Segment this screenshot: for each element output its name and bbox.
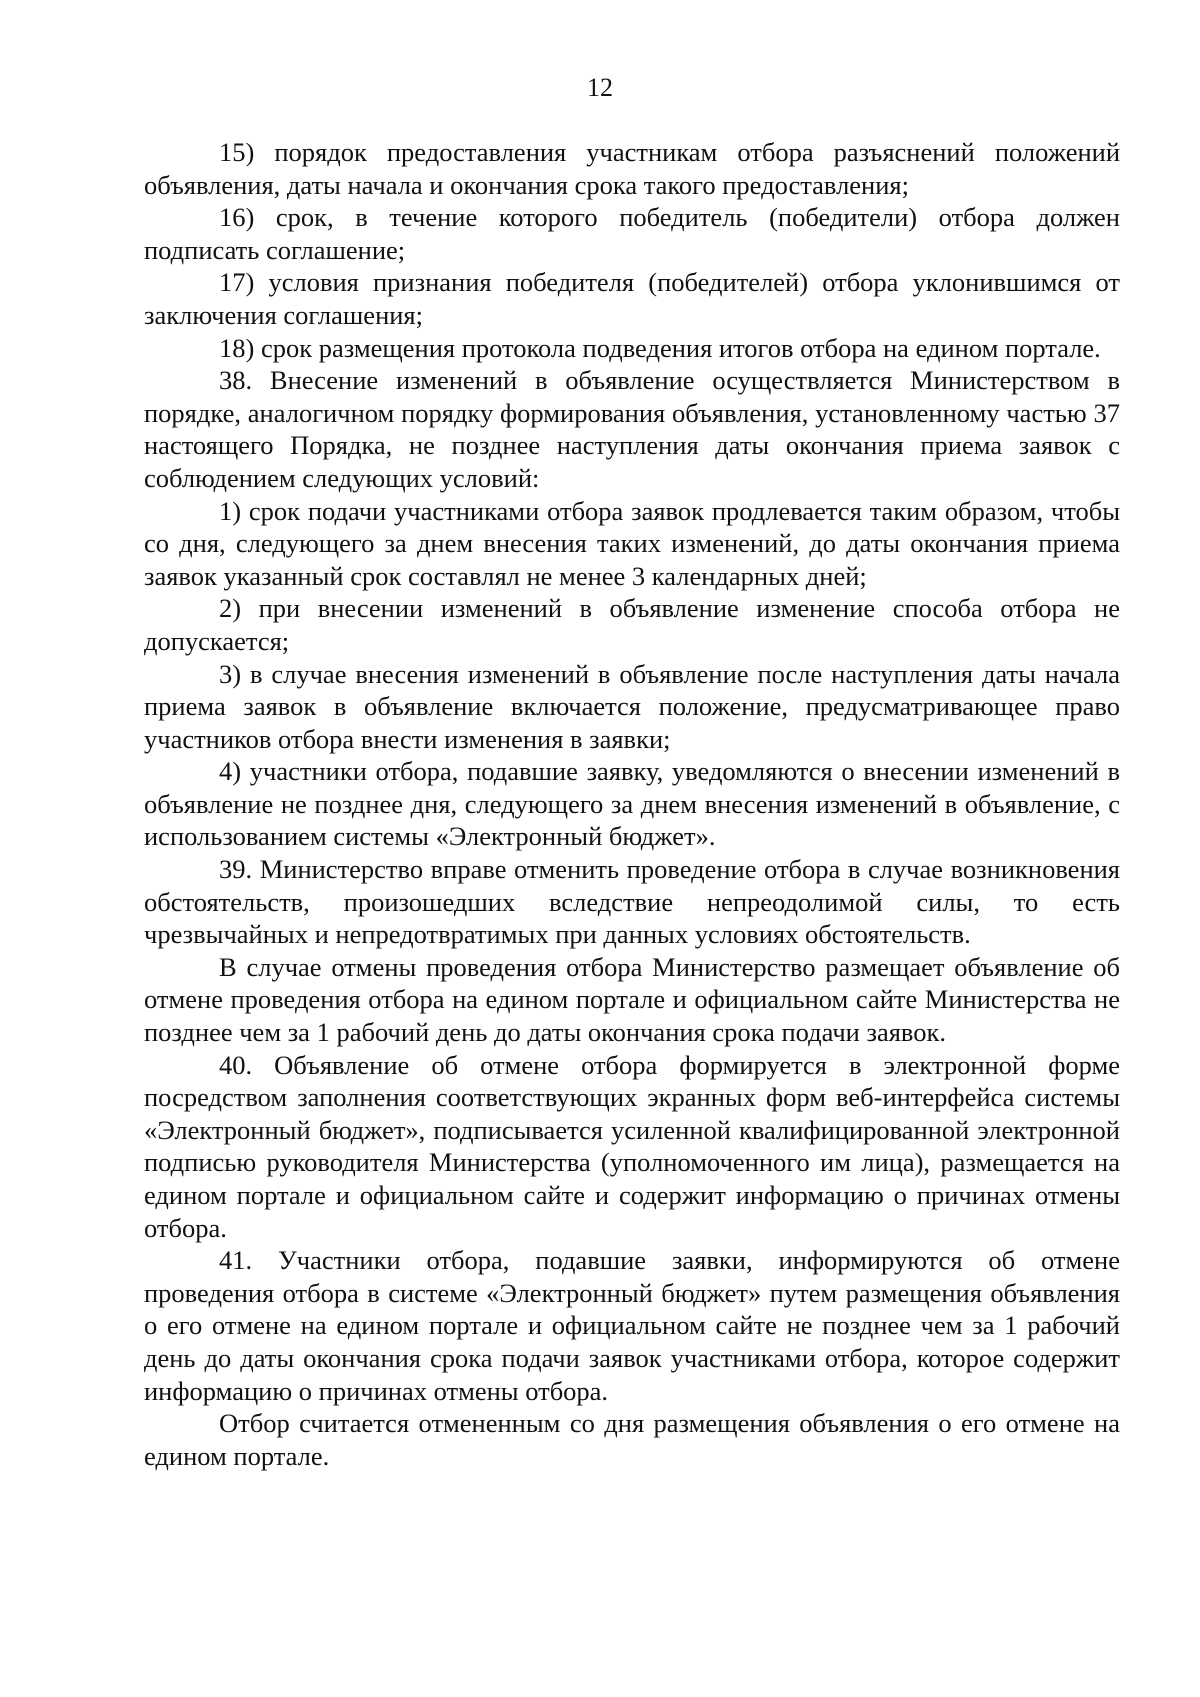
paragraph-section-39: 39. Министерство вправе отменить проведение отбора в случае возникновения обстоятельств, произошедших вследствие непреодолимой силы, то есть чрезвычайных и непредотвратимых при данных условиях обстоятельств. [144, 854, 1120, 950]
paragraph-39-cancellation: В случае отмены проведения отбора Министерство размещает объявление об отмене проведения отбора на едином портале и официальном сайте Министерства не позднее чем за 1 рабочий день до даты окончания срока подачи заявок. [144, 951, 1120, 1048]
paragraph-38-item-1: 1) срок подачи участниками отбора заявок продлевается таким образом, чтобы со дня, следующего за днем внесения таких изменений, до даты окончания приема заявок указанный срок составлял не менее 3 календарных дней; [144, 495, 1120, 591]
paragraph-section-41: 41. Участники отбора, подавшие заявки, информируются об отмене проведения отбора в системе «Электронный бюджет» путем размещения объявления о его отмене на едином портале и официальном сайте не позднее чем за 1 рабочий день до даты окончания срока подачи заявок участниками отбора, которое содержит информацию о причинах отмены отбора. [144, 1245, 1120, 1406]
paragraph-item-16: 16) срок, в течение которого победитель (победители) отбора должен подписать соглашение; [144, 202, 1120, 265]
paragraph-38-item-2: 2) при внесении изменений в объявление изменение способа отбора не допускается; [144, 593, 1120, 656]
paragraph-item-15: 15) порядок предоставления участникам отбора разъяснений положений объявления, даты начала и окончания срока такого предоставления; [144, 137, 1120, 200]
paragraph-item-18: 18) срок размещения протокола подведения итогов отбора на едином портале. [219, 332, 1101, 363]
page-number: 12 [587, 73, 613, 102]
paragraph-41-cancelled: Отбор считается отмененным со дня размещения объявления о его отмене на едином портале. [144, 1408, 1120, 1471]
paragraph-38-item-4: 4) участники отбора, подавшие заявку, уведомляются о внесении изменений в объявление не позднее дня, следующего за днем внесения изменений в объявление, с использованием системы «Электронный бюджет». [144, 756, 1120, 852]
paragraph-38-item-3: 3) в случае внесения изменений в объявление после наступления даты начала приема заявок в объявление включается положение, предусматривающее право участников отбора внести изменения в заявки; [144, 658, 1120, 754]
paragraph-section-40: 40. Объявление об отмене отбора формируется в электронной форме посредством заполнения соответствующих экранных форм веб-интерфейса системы «Электронный бюджет», подписывается усиленной квалифицированной электронной подписью руководителя Министерства (уполномоченного им лица), размещается на едином портале и официальном сайте и содержит информацию о причинах отмены отбора. [144, 1049, 1120, 1243]
paragraph-section-38: 38. Внесение изменений в объявление осуществляется Министерством в порядке, аналогичном порядку формирования объявления, установленному частью 37 настоящего Порядка, не позднее наступления даты окончания приема заявок с соблюдением следующих условий: [144, 365, 1120, 493]
paragraph-item-17: 17) условия признания победителя (победителей) отбора уклонившимся от заключения соглашения; [144, 267, 1120, 330]
document-body [144, 136, 1120, 1472]
